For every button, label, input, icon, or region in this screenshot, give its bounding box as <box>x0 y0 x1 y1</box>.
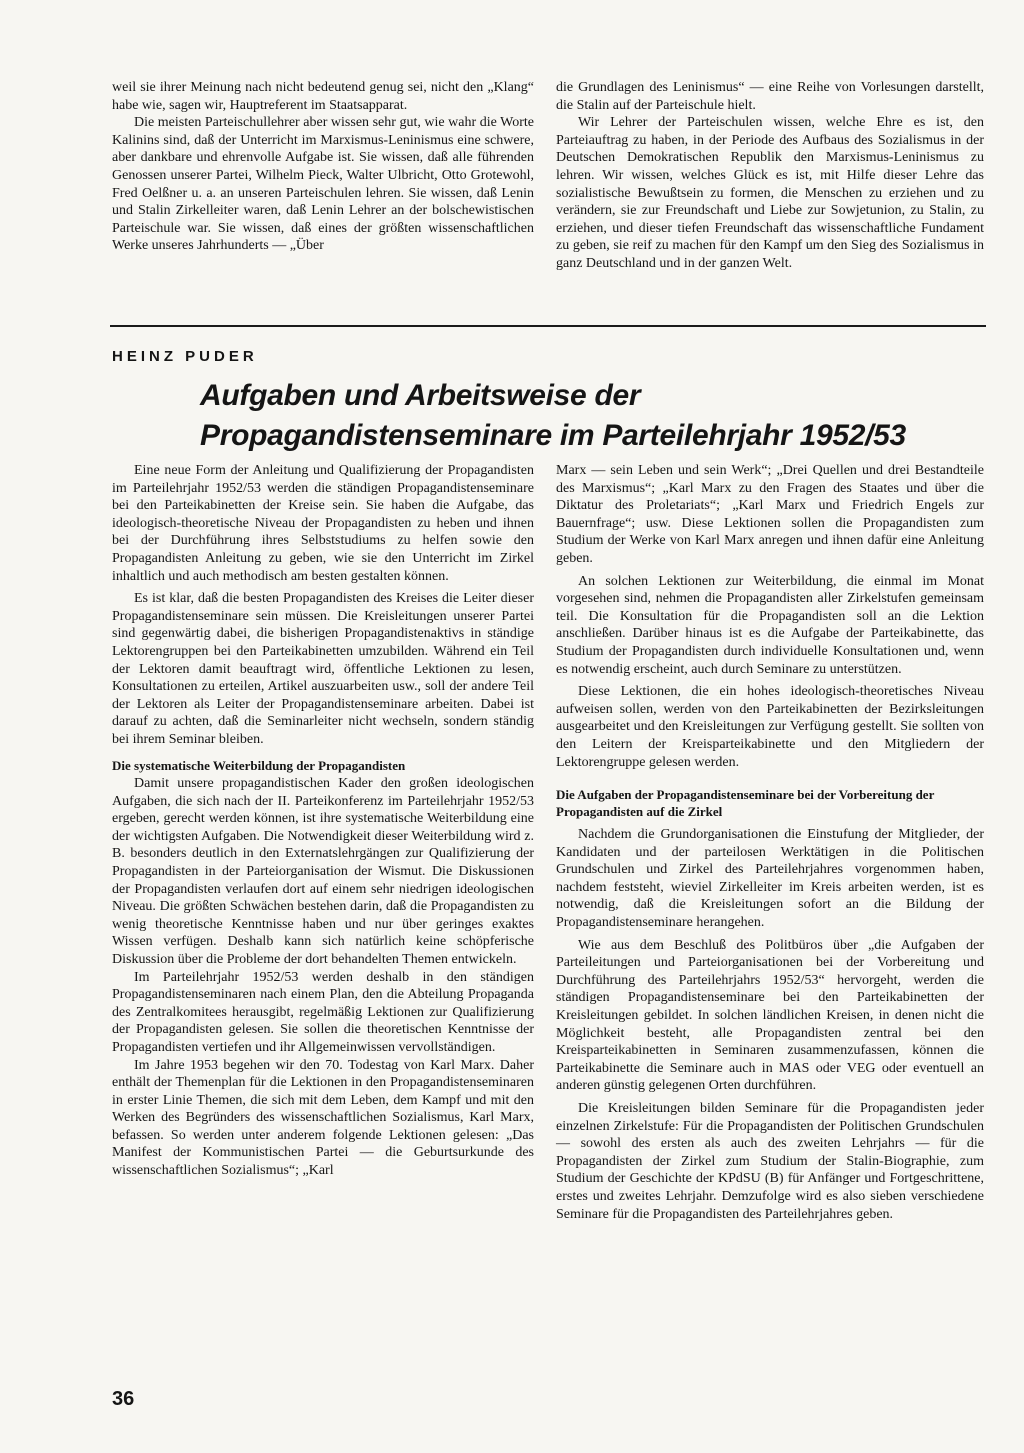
paragraph: die Grundlagen des Leninismus“ — eine Reihe von Vorlesungen darstellt, die Stalin auf der Parteischule hielt. <box>556 80 984 113</box>
paragraph: Es ist klar, daß die besten Propagandisten des Kreises die Leiter dieser Propagandistenseminare sein müssen. Die Kreisleitungen unserer Partei sind gegenwärtig dabei, die bisherigen Propagandistenaktivs in ständige Lektorengruppen bei den Parteikabinetten umzubilden. Während ein Teil der Lektoren damit beauftragt wird, öffentliche Lektionen zu lesen, Konsultationen zu erteilen, Artikel auszuarbeiten usw., soll der andere Teil der Lektoren als Leiter der Propagandistenseminare arbeiten. Dabei ist darauf zu achten, daß die Seminarleiter nicht wechseln, sondern ständig bei ihrem Seminar bleiben. <box>112 591 534 747</box>
article-title <box>200 376 990 456</box>
top-left-column <box>112 79 534 255</box>
paragraph: Diese Lektionen, die ein hohes ideologisch-theoretisches Niveau aufweisen sollen, werden von den Parteikabinetten der Bezirksleitungen ausgearbeitet und den Kreisleitungen zur Verfügung gestellt. Sie sollten von den Leitern der Kreisparteikabinette und den Mitgliedern der Lektorengruppe gelesen werden. <box>556 684 984 770</box>
paragraph: Im Jahre 1953 begehen wir den 70. Todestag von Karl Marx. Daher enthält der Themenplan für die Lektionen in den Propagandistenseminaren in erster Linie Themen, die sich mit dem Leben, dem Kampf und mit den Werken des Begründers des wissenschaftlichen Sozialismus, Karl Marx, befassen. So werden unter anderem folgende Lektionen gelesen: „Das Manifest der Kommunistischen Partei — die Geburtsurkunde des wissenschaftlichen Sozialismus“; „Karl <box>112 1057 534 1179</box>
section-heading: Die Aufgaben der Propagandistenseminare bei der Vorbereitung der Propagandisten auf die Zirkel <box>556 787 935 819</box>
article-title-line-2: Propagandistenseminare im Parteilehrjahr 1952/53 <box>200 419 906 452</box>
paragraph: Damit unsere propagandistischen Kader den großen ideologischen Aufgaben, die sich nach der II. Parteikonferenz im Parteilehrjahr 1952/53 ergeben, gerecht werden können, ist ihre systematische Weiterbildung eine der wichtigsten Aufgaben. Die Notwendigkeit dieser Weiterbildung wird z. B. besonders deutlich in den Externatslehrgängen zur Qualifizierung der Propagandisten in der Parteiorganisation der Wismut. Die Diskussionen der Propagandisten verlaufen dort auf einem sehr niedrigen ideologischen Niveau. Die größten Schwächen bestehen darin, daß die Propagandisten zu wenig theoretische Kenntnisse haben und nur über geringes exaktes Wissen verfügen. Deshalb kann sich natürlich keine schöpferische Diskussion über die Probleme der dort behandelten Themen entwickeln. <box>112 776 534 967</box>
paragraph: An solchen Lektionen zur Weiterbildung, die einmal im Monat vorgesehen sind, nehmen die Propagandisten aller Zirkelstufen gemeinsam teil. Die Konsultation für die Propagandisten soll an die Lektion anschließen. Darüber hinaus ist es die Aufgabe der Parteikabinette, das Studium der Propagandisten durch individuelle Konsultationen und, wenn es notwendig erscheint, auch durch Seminare zu unterstützen. <box>556 573 984 677</box>
paragraph: weil sie ihrer Meinung nach nicht bedeutend genug sei, nicht den „Klang“ habe wie, sagen wir, Hauptreferent im Staatsapparat. <box>112 80 534 113</box>
article-title-line-1: Aufgaben und Arbeitsweise der <box>200 379 641 412</box>
paragraph: Im Parteilehrjahr 1952/53 werden deshalb in den ständigen Propagandistenseminaren nach einem Plan, den die Abteilung Propaganda des Zentralkomitees herausgibt, regelmäßig Lektionen zur Qualifizierung der Propagandisten gelesen. Sie sollen die theoretischen Kenntnisse der Propagandisten vertiefen und ihr Allgemeinwissen vervollständigen. <box>112 969 534 1055</box>
paragraph: Die meisten Parteischullehrer aber wissen sehr gut, wie wahr die Worte Kalinins sind, daß der Unterricht im Marxismus-Leninismus eine schwere, aber dankbare und ehrenvolle Aufgabe ist. Sie wissen, daß alle führenden Genossen unserer Partei, Wilhelm Pieck, Walter Ulbricht, Otto Grotewohl, Fred Oelßner u. a. an unseren Parteischulen lehren. Sie wissen, daß Lenin und Stalin Zirkelleiter waren, daß Lenin Lehrer an der bolschewistischen Parteischule war. Sie wissen, daß eines der größten wissenschaftlichen Werke unseres Jahrhunderts — „Über <box>112 115 534 254</box>
paragraph: Eine neue Form der Anleitung und Qualifizierung der Propagandisten im Parteilehrjahr 1952/53 werden die ständigen Propagandistenseminare bei den Parteikabinetten der Kreise sein. Sie haben die Aufgabe, das ideologisch-theoretische Niveau der Propagandisten zu heben und ihnen bei der Durchführung ihres Selbststudiums zu helfen sowie den Propagandisten Anleitung zu geben, wie sie den Unterricht im Zirkel inhaltlich und auch methodisch am besten gestalten können. <box>112 463 534 584</box>
paragraph: Wir Lehrer der Parteischulen wissen, welche Ehre es ist, den Parteiauftrag zu haben, in der Periode des Aufbaus des Sozialismus in der Deutschen Demokratischen Republik den Marxismus-Leninismus zu lehren. Wir wissen, welches Glück es ist, mit Hilfe dieser Lehre das sozialistische Bewußtsein zu formen, die Menschen zu erziehen und zu verändern, sie zur Freundschaft und Liebe zur Sowjetunion, zu Stalin, zu erziehen, und dieser tiefen Freundschaft das wissenschaftliche Fundament zu geben, sie reif zu machen für den Kampf um den Sieg des Sozialismus in ganz Deutschland und in der ganzen Welt. <box>556 115 984 271</box>
paragraph: Marx — sein Leben und sein Werk“; „Drei Quellen und drei Bestandteile des Marxismus“; „Karl Marx zu den Fragen des Staates und über die Diktatur des Proletariats“; „Karl Marx und Friedrich Engels zur Bauernfrage“; usw. Diese Lektionen sollen die Propagandisten zum Studium der Werke von Karl Marx anregen und ihnen dafür eine Anleitung geben. <box>556 463 984 566</box>
top-right-column <box>556 79 984 273</box>
section-divider <box>110 325 986 327</box>
article-author: HEINZ PUDER <box>112 348 258 365</box>
paragraph: Wie aus dem Beschluß des Politbüros über „die Aufgaben der Parteileitungen und Parteiorganisationen bei der Vorbereitung und Durchführung des Parteilehrjahrs 1952/53“ hervorgeht, werden die ständigen Propagandistenseminare bei den Parteikabinetten der Kreisleitungen gebildet. In solchen ländlichen Kreisen, in denen nicht die Möglichkeit besteht, alle Propagandisten zentral bei den Kreisparteikabinetten in Seminaren zusammenzufassen, können die Parteikabinette die Seminare auch in MAS oder VEG oder eventuell an anderen günstig gelegenen Orten durchführen. <box>556 937 984 1094</box>
section-heading: Die systematische Weiterbildung der Propagandisten <box>112 757 406 773</box>
paragraph: Die Kreisleitungen bilden Seminare für die Propagandisten jeder einzelnen Zirkelstufe: Für die Propagandisten der Politischen Grundschulen — sowohl des ersten als auch des zweiten Lehrjahrs — für die Propagandisten der Zirkel zum Studium der Stalin-Biographie, zum Studium der Geschichte der KPdSU (B) für Anfänger und Fortgeschrittene, erstes und zweites Lehrjahr. Demzufolge wird es also sieben verschiedene Seminare für die Propagandisten des Parteilehrjahres geben. <box>556 1101 984 1222</box>
page-number: 36 <box>112 1388 135 1410</box>
paragraph: Nachdem die Grundorganisationen die Einstufung der Mitglieder, der Kandidaten und der parteilosen Werktätigen in die Politischen Grundschulen und Zirkel des Parteilehrjahres vorgenommen haben, nachdem feststeht, wieviel Zirkelleiter im Kreis arbeiten werden, ist es notwendig, daß die Kreisleitungen sofort an die Bildung der Propagandistenseminare herangehen. <box>556 827 984 931</box>
article-right-column <box>556 462 984 1223</box>
article-left-column <box>112 462 534 1180</box>
